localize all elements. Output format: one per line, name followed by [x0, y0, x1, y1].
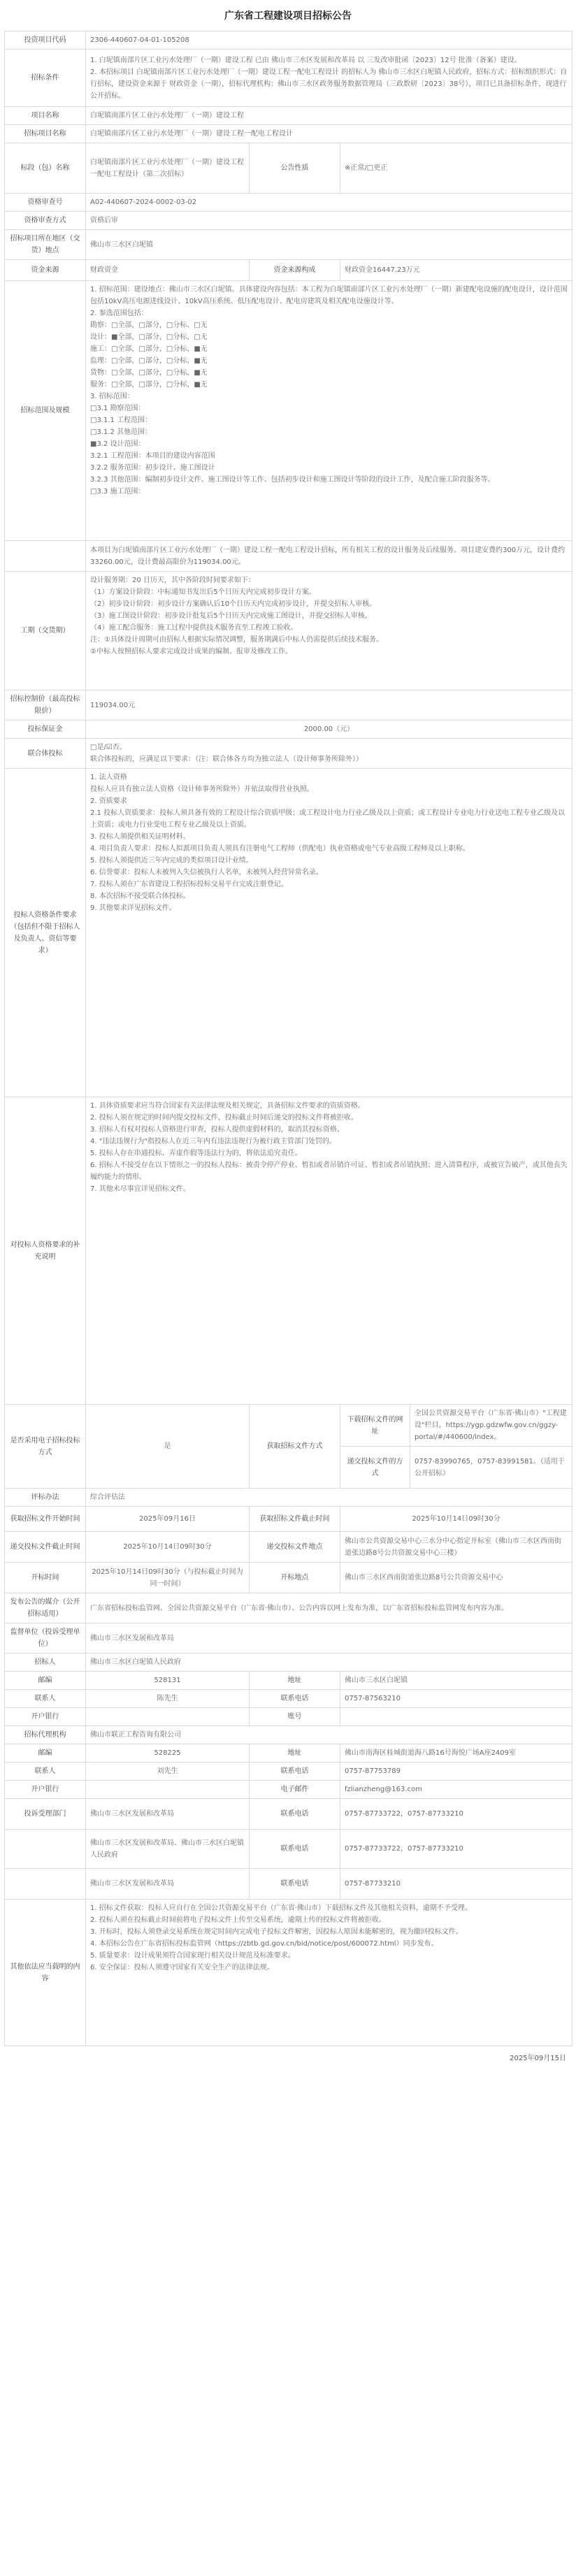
- row-project-code: [5, 31, 573, 50]
- publish-media: 广东省招标投标监管网、全国公共资源交易平台（广东省·佛山市）、公告内容以网上发布为准，以广东省招标投标监管网发布内容为准。: [86, 1593, 573, 1623]
- page-title: 广东省工程建设项目招标公告: [224, 10, 352, 22]
- label-publish-media: 发布公告的媒介（公开招标适用）: [5, 1593, 86, 1623]
- row-fund: [5, 260, 573, 281]
- row-tenderee-bank: [5, 1708, 573, 1726]
- label-fund-source: 资金来源: [5, 260, 86, 281]
- project-name: 白坭镇南部片区工业污水处理厂（一期）建设工程: [86, 107, 573, 125]
- label-open-time: 开标时间: [5, 1563, 86, 1593]
- row-credential: [5, 194, 573, 212]
- label-submit-place: 递交投标文件地点: [250, 1532, 340, 1563]
- label-agency-postcode: 邮编: [5, 1744, 86, 1763]
- row-scope: [5, 281, 573, 541]
- deposit: 2000.00（元）: [86, 721, 573, 739]
- label-file-method: 获取招标文件方式: [250, 1405, 340, 1489]
- qualification-mode: 资格后审: [86, 212, 573, 230]
- agency-phone: 0757-87753789: [340, 1763, 573, 1781]
- label-tenderee-bank: 开户银行: [5, 1708, 86, 1726]
- label-other: 其他依法应当载明的内容: [5, 1900, 86, 2046]
- label-agency: 招标代理机构: [5, 1726, 86, 1744]
- tender-name: 白坭镇南部片区工业污水处理厂（一期）建设工程一配电工程设计: [86, 125, 573, 143]
- label-file-get-time: 获取招标文件开始时间: [5, 1507, 86, 1532]
- label-eval: 评标办法: [5, 1489, 86, 1507]
- agency-address: 佛山市南海区桂城街道海八路16号海悦广场A座2409室: [340, 1744, 573, 1763]
- row-supervisor: [5, 1623, 573, 1654]
- tenderee-address: 佛山市三水区白坭镇: [340, 1672, 573, 1690]
- complaint-phone: 0757-87733722，0757-87733210: [340, 1799, 573, 1830]
- agency-email[interactable]: fzlianzheng@163.com: [340, 1781, 573, 1799]
- label-submit-deadline: 递交投标文件截止时间: [5, 1532, 86, 1563]
- other: 1. 招标文件获取：投标人应自行在全国公共资源交易平台（广东省·佛山市）下载招标文件及其他相关资料，逾期不予受理。 2. 投标人须在投标截止时间前将电子投标文件上传至交易系统，逾期上传的投标文件将被拒收。 3. 开标时，投标人须登录交易系统在规定时间内完成电子投标文件解密，因投标人原因未能解密的，视为撤回投标文件。 4. 本招标公告在广东省招标投标监管网（https://zbtb.gd.gov.cn/bid/notice/post/600072.html）同步发布。 5. 质量要求：设计成果须符合国家现行相关设计规范及标准要求。 6. 安全保证：投标人须遵守国家有关安全生产的法律法规。: [86, 1900, 573, 2046]
- row-agency-bank: [5, 1781, 573, 1799]
- file-get-time: 2025年09月16日: [86, 1507, 250, 1532]
- agency-contact: 刘先生: [86, 1763, 250, 1781]
- row-deposit: [5, 721, 573, 739]
- row-agency: [5, 1726, 573, 1744]
- eval-method: 综合评估法: [86, 1489, 573, 1507]
- label-lot-name: 标段（包）名称: [5, 143, 86, 194]
- label-agency-email: 电子邮件: [250, 1781, 340, 1799]
- file-url[interactable]: 全国公共资源交易平台（广东省·佛山市）"工程建设"栏目，https://ygp.gdzwfw.gov.cn/ggzy-portal/#/440600/index。: [410, 1405, 573, 1447]
- complaint-dept: 佛山市三水区发展和改革局: [86, 1799, 250, 1830]
- label-duration: 工期（交货期）: [5, 572, 86, 690]
- row-publish-media: [5, 1593, 573, 1623]
- label-deposit: 投标保证金: [5, 721, 86, 739]
- lot-name: 白坭镇南部片区工业污水处理厂（一期）建设工程一配电工程设计（第二次招标）: [86, 143, 250, 194]
- tenderee-postcode: 528131: [86, 1672, 250, 1690]
- scope-summary: 本项目为白坭镇南部片区工业污水处理厂（一期）建设工程一配电工程设计招标，所有相关工程的设计服务及后续服务。项目建安费约300万元，设计费约33260.00元，设计费最高限价为119034.00元。: [86, 541, 573, 572]
- ceiling: 119034.00元: [86, 690, 573, 721]
- row-agency-contact: [5, 1763, 573, 1781]
- label-bidder-requirements: 投标人资格条件要求（包括但不限于招标人及负责人、资信等要求）: [5, 769, 86, 1097]
- restrictions: 1. 具体资质要求应当符合国家有关法律法规及相关规定，具备招标文件要求的资质资格。 2. 投标人须在规定的时间内提交投标文件，投标截止时间后递交的投标文件将被拒收。 3. 招标人有权对投标人资格进行审查，投标人提供虚假材料的，取消其投标资格。 4. "违法违规行为"指投标人在近三年内有违法违规行为被行政主管部门处罚的。 5. 投标人存在串通投标、弄虚作假等违法行为的，将依法追究责任。 6. 招标人不接受存在以下情形之一的投标人投标：被责令停产停业、暂扣或者吊销许可证、暂扣或者吊销执照；进入清算程序，或被宣告破产，或其他丧失履约能力的情形。 7. 其他未尽事宜详见招标文件。: [86, 1097, 573, 1405]
- agency-bank: [86, 1781, 250, 1799]
- label-restrictions: 对投标人资格要求的补充说明: [5, 1097, 86, 1405]
- label-tenderee-account: 账号: [250, 1708, 340, 1726]
- label-credential: 资格审查号: [5, 194, 86, 212]
- row-duration: [5, 572, 573, 690]
- submit-place: 佛山市公共资源交易中心三水分中心指定开标室（佛山市三水区西南街道张边路8号公共资源交易中心三楼）: [340, 1532, 573, 1563]
- open-place: 佛山市三水区西南街道张边路8号公共资源交易中心: [340, 1563, 573, 1593]
- conditions: 1. 白坭镇南部片区工业污水处理厂（一期）建设工程 已由 佛山市三水区发展和改革局 以 三发改审批函〔2023〕12号 批准（备案）建设。 2. 本招标项目 白坭镇南部片区工业污水处理厂（一期）建设工程一配电工程设计 的招标人为 佛山市三水区白坭镇人民政府，招标方式：招标组织形式：自行招标，建设资金来源于 财政资金（一期），招标代理机构：佛山市三水区政务服务数据管理局（三政数研〔2023〕38号），项目已具备招标条件，现进行公开招标。: [86, 50, 573, 107]
- label-tenderee-postcode: 邮编: [5, 1672, 86, 1690]
- row-file-time: [5, 1507, 573, 1532]
- row-eval: [5, 1489, 573, 1507]
- row-complaint-3: [5, 1869, 573, 1900]
- label-file-contact: 递交投标文件的方式: [340, 1447, 410, 1489]
- row-location: [5, 230, 573, 260]
- complaint-dept-2: 佛山市三水区发展和改革局、佛山市三水区白坭镇人民政府: [86, 1830, 250, 1869]
- credential-no: A02-440607-2024-0002-03-02: [86, 194, 573, 212]
- row-complaint-1: [5, 1799, 573, 1830]
- fund-structure: 财政资金16447.23万元: [340, 260, 573, 281]
- row-restrictions: [5, 1097, 573, 1405]
- label-tender-name: 招标项目名称: [5, 125, 86, 143]
- agency-name: 佛山市联正工程咨询有限公司: [86, 1726, 573, 1744]
- row-open: [5, 1563, 573, 1593]
- label-fund-structure: 资金来源构成: [250, 260, 340, 281]
- label-conditions: 招标条件: [5, 50, 86, 107]
- row-e-bid: [5, 1405, 573, 1447]
- label-agency-bank: 开户银行: [5, 1781, 86, 1799]
- label-tenderee-phone: 联系电话: [250, 1690, 340, 1708]
- scope: 1. 招标范围：建设地点：佛山市三水区白坭镇。具体建设内容包括：本工程为白坭镇南部片区工业污水处理厂（一期）新建配电设施的配电设计，设计范围包括10kV高压电源进线设计、10kV高压系统、低压配电设计、配电房建筑及相关配电设施设计等。 2. 参选范围包括： 勘察：□全部，□部分，□分标、□无 设计：■全部，□部分，□分标，□无 施工：□全部，□部分，□分标，■无 监理：□全部，□部分，□分标，■无 货物：□全部，□部分，□分标，■无 服务：□全部，□部分，□分标，■无 3. 招标范围： □3.1 勘察范围： □3.1.1 工程范围： □3.1.2 其他范围： ■3.2 设计范围： 3.2.1 工程范围：本项目的建设内容范围 3.2.2 服务范围：初步设计、施工图设计 3.2.3 其他范围：编制初步设计文件、施工图设计等工作、包括初步设计和施工图设计等阶段的设计工作，及配合施工阶段服务等。 □3.3 施工范围：: [86, 281, 573, 541]
- label-tenderee-contact: 联系人: [5, 1690, 86, 1708]
- file-get-end: 2025年10月14日09时30分: [340, 1507, 573, 1532]
- e-bid: 是: [86, 1405, 250, 1489]
- tenderee-contact: 陈先生: [86, 1690, 250, 1708]
- row-lot: [5, 143, 573, 194]
- agency-postcode: 528225: [86, 1744, 250, 1763]
- label-location: 招标项目所在地区（交货）地点: [5, 230, 86, 260]
- supervisor: 佛山市三水区发展和改革局: [86, 1623, 573, 1654]
- row-ceiling: [5, 690, 573, 721]
- label-complaint: 投诉受理部门: [5, 1799, 86, 1830]
- row-agency-address: [5, 1744, 573, 1763]
- submit-deadline: 2025年10月14日09时30分: [86, 1532, 250, 1563]
- duration: 设计服务期：20 日历天，其中各阶段时间要求如下： （1）方案设计阶段：中标通知书发出后5个日历天内完成初步设计方案。 （2）初步设计阶段：初步设计方案确认后10个日历天内完成初步设计，并提交招标人审核。 （3）施工图设计阶段：初步设计批复后5个日历天内完成施工图设计，并提交招标人审核。 （4）施工配合服务：施工过程中提供技术服务直至工程竣工验收。 注：①具体设计周期可由招标人根据实际情况调整，服务期满后中标人仍需提供后续技术服务。 ②中标人按照招标人要求完成设计成果的编制、报审及修改工作。: [86, 572, 573, 690]
- label-joint: 联合体投标: [5, 739, 86, 769]
- row-conditions: [5, 50, 573, 107]
- label-notice-type: 公告性质: [250, 143, 340, 194]
- row-complaint-2: [5, 1830, 573, 1869]
- label-tenderee-address: 地址: [250, 1672, 340, 1690]
- label-file-url: 下载招标文件的网址: [340, 1405, 410, 1447]
- footer-date: 2025年09月15日: [510, 2055, 566, 2062]
- row-tenderee-contact: [5, 1690, 573, 1708]
- project-code: 2306-440607-04-01-105208: [86, 31, 573, 50]
- row-submit: [5, 1532, 573, 1563]
- row-scope-tail: [5, 541, 573, 572]
- complaint-phone-3: 0757-87733210: [340, 1869, 573, 1900]
- row-tenderee-address: [5, 1672, 573, 1690]
- complaint-dept-3: 佛山市三水区发展和改革局: [86, 1869, 250, 1900]
- row-qualification: [5, 212, 573, 230]
- label-complaint-phone-3: 联系电话: [250, 1869, 340, 1900]
- row-project-name: [5, 107, 573, 125]
- row-joint: [5, 739, 573, 769]
- label-agency-phone: 联系电话: [250, 1763, 340, 1781]
- joint: □是/☑否。 联合体投标的，应满足以下要求：（注：联合体各方均为独立法人（设计师事务所除外））: [86, 739, 573, 769]
- complaint-phone-2: 0757-87733722，0757-87733210: [340, 1830, 573, 1869]
- label-ceiling: 招标控制价（最高投标限价）: [5, 690, 86, 721]
- label-project-code: 投资项目代码: [5, 31, 86, 50]
- notice-table: [4, 31, 573, 2046]
- label-open-place: 开标地点: [250, 1563, 340, 1593]
- notice-type-value: ※正常/□更正: [340, 143, 573, 194]
- label-tenderee: 招标人: [5, 1654, 86, 1672]
- tenderee-phone: 0757-87563210: [340, 1690, 573, 1708]
- label-file-get-end: 获取招标文件截止时间: [250, 1507, 340, 1532]
- row-bidder-requirements: [5, 769, 573, 1097]
- row-tender-name: [5, 125, 573, 143]
- label-e-bid: 是否采用电子招标投标方式: [5, 1405, 86, 1489]
- row-other: [5, 1900, 573, 2046]
- label-complaint-phone: 联系电话: [250, 1799, 340, 1830]
- bidder-requirements: 1. 法人资格 投标人应具有独立法人资格（设计师事务所除外）并依法取得营业执照。 2. 资质要求 2.1 投标人资质要求：投标人须具备有效的工程设计综合资质甲级；或工程设计电力行业乙级及以上资质；或工程设计专业电力行业送电工程专业乙级及以上资质；或电力行业变电工程专业乙级及以上资质。 3. 投标人须提供相关证明材料。 4. 项目负责人要求：投标人拟派项目负责人须具有注册电气工程师（供配电）执业资格或电气专业高级工程师及以上职称。 5. 投标人须提供近三年内完成的类似项目设计业绩。 6. 信誉要求：投标人未被列入失信被执行人名单，未被列入经营异常名录。 7. 投标人须在广东省建设工程招标投标交易平台完成注册登记。 8. 本次招标不接受联合体投标。 9. 其他要求详见招标文件。: [86, 769, 573, 1097]
- file-contact: 0757-83990765，0757-83991581。（适用于公开招标）: [410, 1447, 573, 1489]
- location: 佛山市三水区白坭镇: [86, 230, 573, 260]
- label-agency-contact: 联系人: [5, 1763, 86, 1781]
- label-scope: 招标范围及规模: [5, 281, 86, 541]
- label-agency-address: 地址: [250, 1744, 340, 1763]
- row-tenderee: [5, 1654, 573, 1672]
- label-complaint-phone-2: 联系电话: [250, 1830, 340, 1869]
- label-project-name: 项目名称: [5, 107, 86, 125]
- open-time: 2025年10月14日09时30分（与投标截止时间为同一时间）: [86, 1563, 250, 1593]
- label-supervisor: 监督单位（投诉受理单位）: [5, 1623, 86, 1654]
- fund-source: 财政资金: [86, 260, 250, 281]
- label-qualification: 资格审查方式: [5, 212, 86, 230]
- tenderee-name: 佛山市三水区白坭镇人民政府: [86, 1654, 573, 1672]
